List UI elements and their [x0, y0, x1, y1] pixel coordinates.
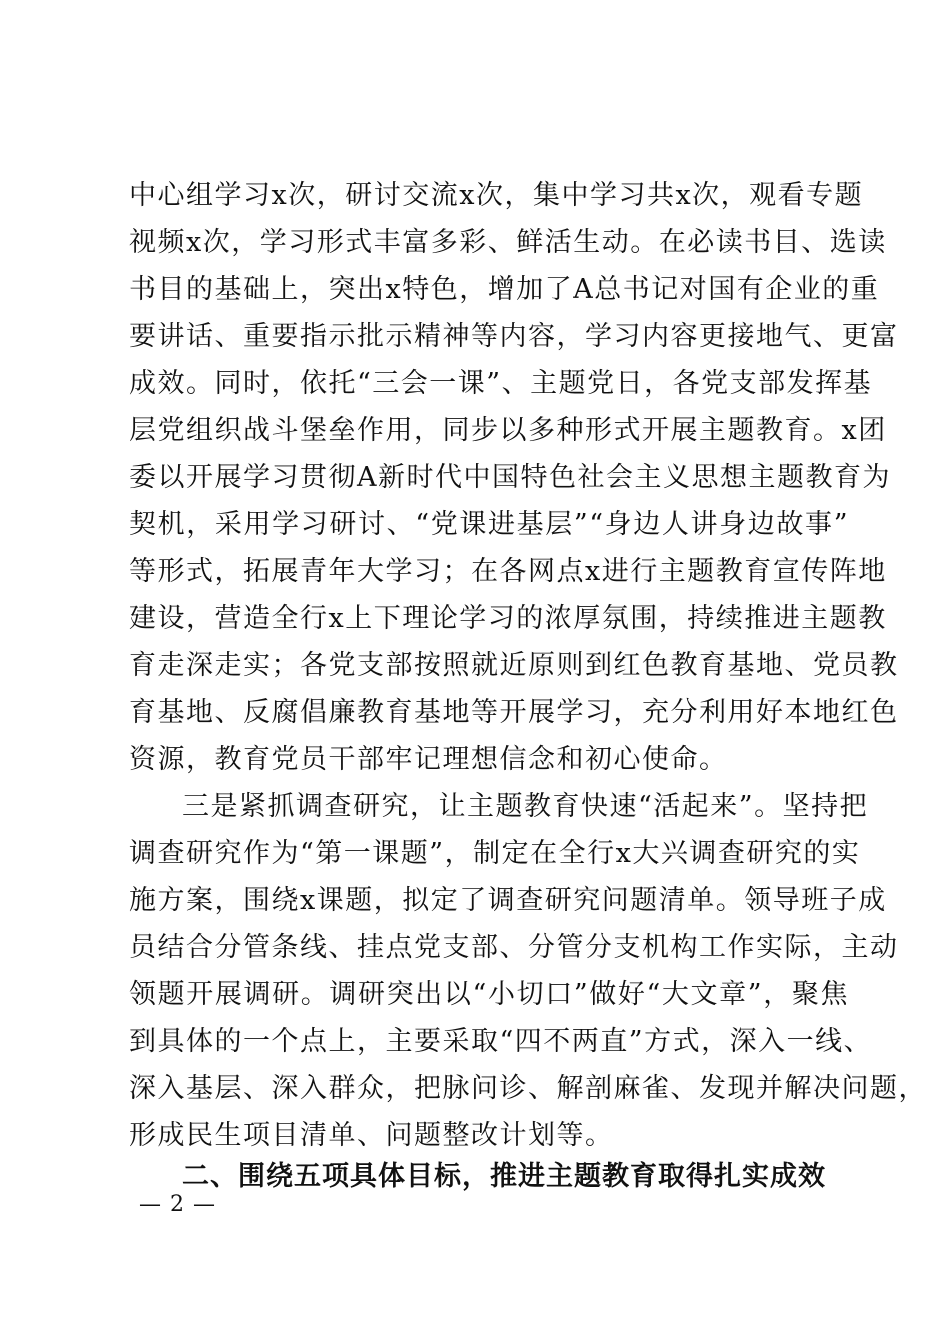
body-text-line: 深入基层、深入群众，把脉问诊、解剖麻雀、发现并解决问题，: [129, 1073, 927, 1104]
section-heading: 二、围绕五项具体目标，推进主题教育取得扎实成效: [182, 1161, 826, 1192]
body-text-line: 成效。同时，依托“三会一课”、主题党日，各党支部发挥基: [129, 368, 873, 399]
body-text-line: 育走深走实；各党支部按照就近原则到红色教育基地、党员教: [129, 650, 899, 681]
body-text-line: 调查研究作为“第一课题”，制定在全行x大兴调查研究的实: [129, 838, 861, 869]
body-text-line: 要讲话、重要指示批示精神等内容，学习内容更接地气、更富: [129, 321, 899, 352]
body-text-line: 到具体的一个点上，主要采取“四不两直”方式，深入一线、: [129, 1026, 873, 1057]
body-text-line: 形成民生项目清单、问题整改计划等。: [129, 1120, 614, 1151]
body-text-line: 建设，营造全行x上下理论学习的浓厚氛围，持续推进主题教: [129, 603, 887, 634]
body-text-line: 等形式，拓展青年大学习；在各网点x进行主题教育宣传阵地: [129, 556, 887, 587]
body-text-line: 书目的基础上，突出x特色，增加了A总书记对国有企业的重: [129, 274, 880, 305]
body-text-line: 领题开展调研。调研突出以“小切口”做好“大文章”，聚焦: [129, 979, 849, 1010]
body-text-line: 资源，教育党员干部牢记理想信念和初心使命。: [129, 744, 728, 775]
body-text-line: 施方案，围绕x课题，拟定了调查研究问题清单。领导班子成: [129, 885, 887, 916]
body-text-line: 层党组织战斗堡垒作用，同步以多种形式开展主题教育。x团: [129, 415, 887, 446]
body-text-line: 育基地、反腐倡廉教育基地等开展学习，充分利用好本地红色: [129, 697, 899, 728]
body-text-line: 委以开展学习贯彻A新时代中国特色社会主义思想主题教育为: [129, 462, 891, 493]
body-text-line: 契机，采用学习研讨、“党课进基层”“身边人讲身边故事”: [129, 509, 849, 540]
body-text-line: 视频x次，学习形式丰富多彩、鲜活生动。在必读书目、选读: [129, 227, 887, 258]
paragraph-first-line: 三是紧抓调查研究，让主题教育快速“活起来”。坚持把: [182, 791, 869, 822]
page-number: — 2 —: [139, 1192, 216, 1217]
body-text-line: 中心组学习x次，研讨交流x次，集中学习共x次，观看专题: [129, 180, 864, 211]
body-text-line: 员结合分管条线、挂点党支部、分管分支机构工作实际，主动: [129, 932, 899, 963]
